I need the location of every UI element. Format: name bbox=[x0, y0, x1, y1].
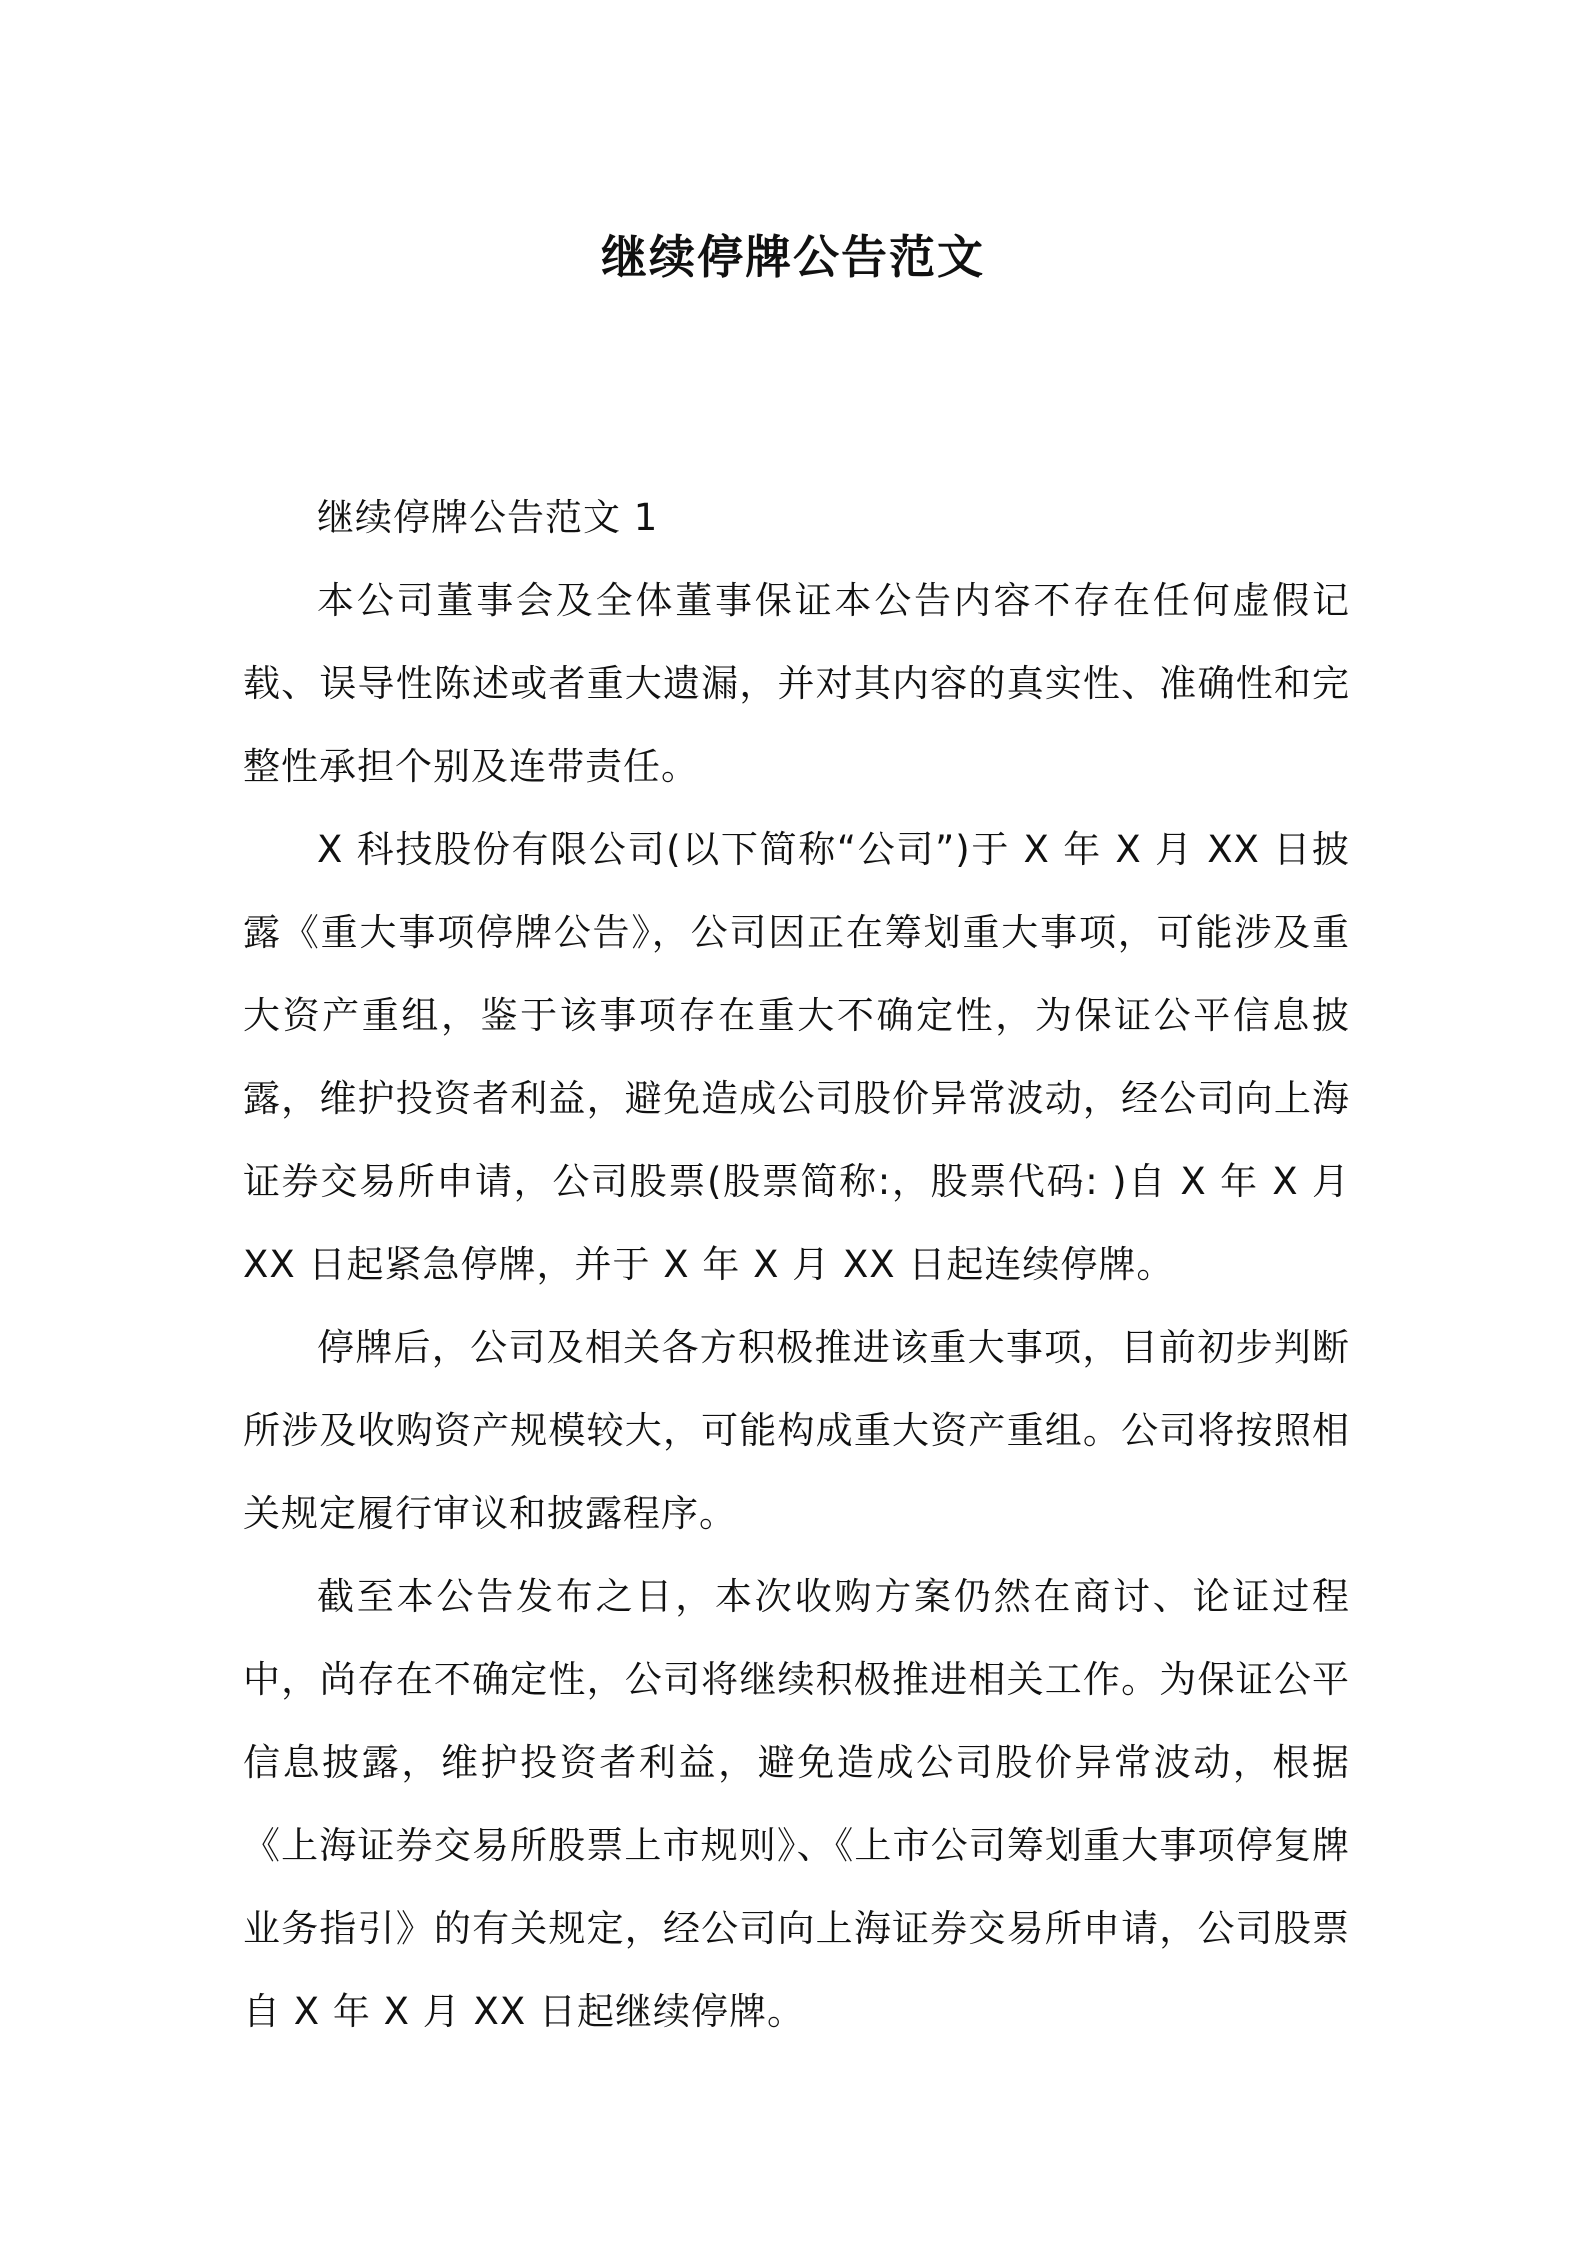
section-heading: 继续停牌公告范文 1 bbox=[317, 496, 659, 539]
paragraph-progress: 停牌后，公司及相关各方积极推进该重大事项，目前初步判断所涉及收购资产规模较大，可能构成重大资产重组。公司将按照相关规定履行审议和披露程序。 bbox=[243, 1326, 1350, 1535]
document-body bbox=[243, 476, 1350, 2053]
document-title: 继续停牌公告范文 bbox=[601, 230, 985, 284]
paragraph-disclaimer: 本公司董事会及全体董事保证本公告内容不存在任何虚假记载、误导性陈述或者重大遗漏，并对其内容的真实性、准确性和完整性承担个别及连带责任。 bbox=[243, 579, 1350, 788]
paragraph-continued-suspension: 截至本公告发布之日，本次收购方案仍然在商讨、论证过程中，尚存在不确定性，公司将继续积极推进相关工作。为保证公平信息披露，维护投资者利益，避免造成公司股价异常波动，根据《上海证券交易所股票上市规则》、《上市公司筹划重大事项停复牌业务指引》的有关规定，经公司向上海证券交易所申请，公司股票自 X 年 X 月 XX 日起继续停牌。 bbox=[243, 1575, 1350, 2033]
paragraph-suspension-background: X 科技股份有限公司(以下简称“公司”)于 X 年 X 月 XX 日披露《重大事项停牌公告》，公司因正在筹划重大事项，可能涉及重大资产重组，鉴于该事项存在重大不确定性，为保证公平信息披露，维护投资者利益，避免造成公司股价异常波动，经公司向上海证券交易所申请，公司股票(股票简称:，股票代码: )自 X 年 X 月 XX 日起紧急停牌，并于 X 年 X 月 XX 日起连续停牌。 bbox=[243, 828, 1350, 1286]
